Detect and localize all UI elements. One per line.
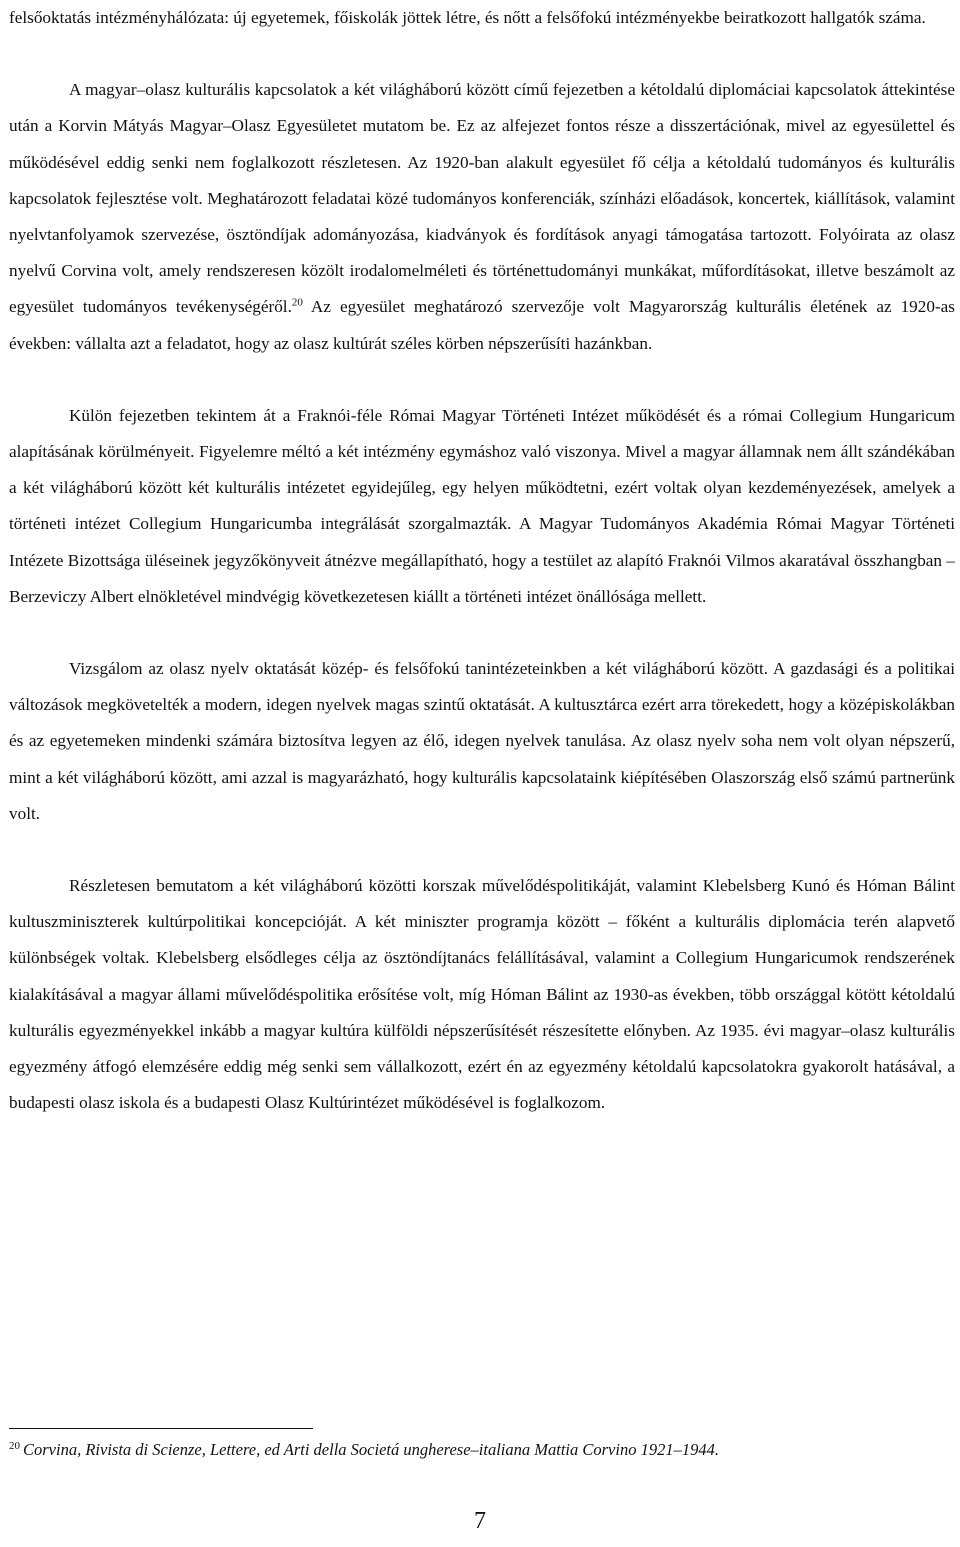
footnote-text: Corvina, Rivista di Scienze, Lettere, ed Arti della Societá ungherese–italiana Mattia Corvino 1921–1944. [23, 1440, 719, 1459]
paragraph-fraknoi-institute: Külön fejezetben tekintem át a Fraknói-féle Római Magyar Történeti Intézet működését és a római Collegium Hungaricum alapításának körülményeit. Figyelemre méltó a két intézmény egymáshoz való viszonya. Mivel a magyar államnak nem állt szándékában a két világháború között két kulturális intézetet egyidejűleg, egy helyen működtetni, ezért voltak olyan kezdeményezések, amelyek a történeti intézet Collegium Hungaricumba integrálását szorgalmazták. A Magyar Tudományos Akadémia Római Magyar Történeti Intézete Bizottsága üléseinek jegyzőkönyveit átnézve megállapítható, hogy a testület az alapító Fraknói Vilmos akaratával összhangban – Berzeviczy Albert elnökletével mindvégig következetesen kiállt a történeti intézet önállósága mellett. [9, 405, 955, 606]
paragraph-korvin-society-text: A magyar–olasz kulturális kapcsolatok a két világháború között című fejezetben a kétoldalú diplomáciai kapcsolatok áttekintése után a Korvin Mátyás Magyar–Olasz Egyesületet mutatom be. Ez az alfejezet fontos része a disszertációnak, mivel az egyesülettel és működésével eddig senki nem foglalkozott részletesen. Az 1920-ban alakult egyesület fő célja a kétoldalú tudományos és kulturális kapcsolatok fejlesztése volt. Meghatározott feladatai közé tudományos konferenciák, színházi előadások, koncertek, kiállítások, valamint nyelvtanfolyamok szervezése, ösztöndíjak adományozása, kiadványok és fordítások anyagi támogatása tartozott. Folyóirata az olasz nyelvű Corvina volt, amely rendszeresen közölt irodalomelméleti és történettudományi munkákat, műfordításokat, illetve beszámolt az egyesület tudományos tevékenységéről. [9, 80, 955, 317]
paragraph-intro-continuation: felsőoktatás intézményhálózata: új egyetemek, főiskolák jöttek létre, és nőtt a felsőfokú intézményekbe beiratkozott hallgatók száma. [9, 8, 926, 27]
paragraph-korvin-society [9, 72, 955, 362]
paragraph-korvin-society-text-end: Az egyesület meghatározó szervezője volt Magyarország kulturális életének az 1920-as években: vállalta azt a feladatot, hogy az olasz kultúrát széles körben népszerűsíti hazánkban. [9, 297, 955, 353]
paragraph-gap [9, 36, 955, 72]
footnote [9, 1440, 719, 1460]
footnote-separator [9, 1428, 313, 1429]
paragraph-gap [9, 615, 955, 651]
document-page [9, 0, 955, 1121]
paragraph-italian-language-teaching: Vizsgálom az olasz nyelv oktatását közép- és felsőfokú tanintézeteinkben a két világháború között. A gazdasági és a politikai változások megkövetelték a modern, idegen nyelvek magas szintű oktatását. A kultusztárca ezért arra törekedett, hogy a középiskolákban és az egyetemeken mindenki számára biztosítva legyen az élő, idegen nyelvek tanulása. Az olasz nyelv soha nem volt olyan népszerű, mint a két világháború között, ami azzal is magyarázható, hogy kulturális kapcsolataink kiépítésében Olaszország első számú partnerünk volt. [9, 659, 955, 823]
footnote-number: 20 [9, 1439, 20, 1452]
paragraph-gap [9, 832, 955, 868]
footnote-reference: 20 [291, 296, 303, 309]
page-number: 7 [474, 1508, 486, 1534]
paragraph-cultural-policy: Részletesen bemutatom a két világháború közötti korszak művelődéspolitikáját, valamint Klebelsberg Kunó és Hóman Bálint kultuszminiszterek kultúrpolitikai koncepcióját. A két miniszter programja között – főként a kulturális diplomácia terén alapvető különbségek voltak. Klebelsberg elsődleges célja az ösztöndíjtanács felállításával, valamint a Collegium Hungaricumok rendszerének kialakításával a magyar állami művelődéspolitika erősítése volt, míg Hóman Bálint az 1930-as években, több országgal kötött kétoldalú kulturális egyezményekkel inkább a magyar kultúra külföldi népszerűsítését részesítette előnyben. Az 1935. évi magyar–olasz kulturális egyezmény átfogó elemzésére eddig még senki sem vállalkozott, ezért én az egyezmény kétoldalú kapcsolatokra gyakorolt hatásával, a budapesti olasz iskola és a budapesti Olasz Kultúrintézet működésével is foglalkozom. [9, 876, 955, 1113]
paragraph-gap [9, 362, 955, 398]
